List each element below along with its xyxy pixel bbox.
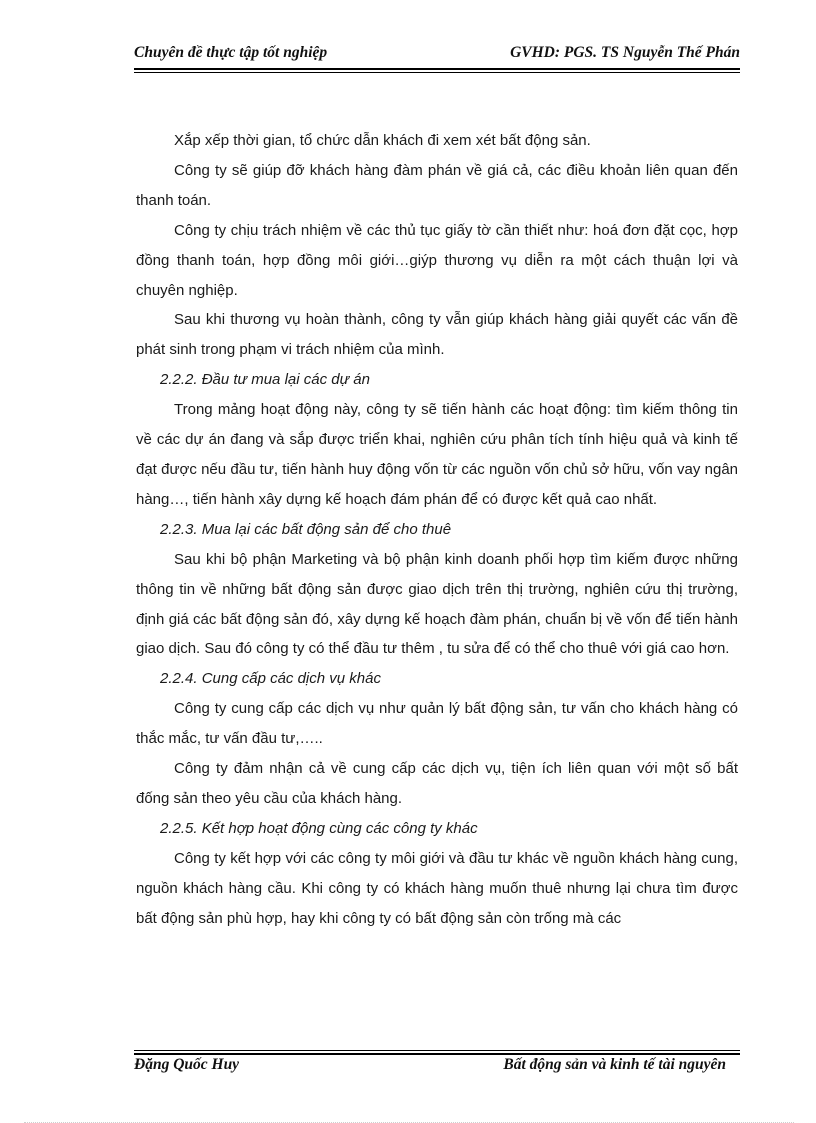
paragraph: Sau khi thương vụ hoàn thành, công ty vẫn giúp khách hàng giải quyết các vấn đề phát sinh trong phạm vi trách nhiệm của mình. [136, 311, 738, 359]
paragraph: Trong mảng hoạt động này, công ty sẽ tiến hành các hoạt động: tìm kiếm thông tin về các dự án đang và sắp được triển khai, nghiên cứu phân tích tính hiệu quả và kinh tế đạt được nếu đầu tư, tiến hành huy động vốn từ các nguồn vốn chủ sở hữu, vốn vay ngân hàng…, tiến hành xây dựng kế hoạch đám phán để có được kết quả cao nhất. [136, 401, 738, 508]
footer-rule [134, 1050, 740, 1055]
section-heading-2-2-3: 2.2.3. Mua lại các bất động sản để cho thuê [160, 520, 452, 538]
paragraph: Sau khi bộ phận Marketing và bộ phận kinh doanh phối hợp tìm kiếm được những thông tin về những bất động sản được giao dịch trên thị trường, nghiên cứu thị trường, định giá các bất động sản đó, xây dựng kế hoạch đàm phán, chuẩn bị về vốn để tiến hành giao dịch. Sau đó công ty có thể đầu tư thêm , tu sửa để có thể cho thuê với giá cao hơn. [136, 550, 738, 658]
paragraph: Công ty cung cấp các dịch vụ như quản lý bất động sản, tư vấn cho khách hàng có thắc mắc, tư vấn đầu tư,….. [136, 700, 738, 748]
paragraph: Công ty đảm nhận cả về cung cấp các dịch vụ, tiện ích liên quan với một số bất đống sản theo yêu cầu của khách hàng. [136, 760, 738, 807]
header-rule [134, 68, 740, 73]
footer-topic: Bất động sản và kinh tế tài nguyên [503, 1056, 726, 1073]
paragraph: Công ty chịu trách nhiệm về các thủ tục giấy tờ cần thiết như: hoá đơn đặt cọc, hợp đồng thanh toán, hợp đồng môi giới…giýp thương vụ diễn ra một cách thuận lợi và chuyên nghiệp. [136, 221, 738, 299]
paragraph: Công ty kết hợp với các công ty môi giới và đầu tư khác về nguồn khách hàng cung, nguồn khách hàng cầu. Khi công ty có khách hàng muốn thuê nhưng lại chưa tìm được bất động sản phù hợp, hay khi công ty có bất động sản còn trống mà các [136, 849, 738, 927]
footer-author: Đặng Quốc Huy [134, 1056, 240, 1073]
header-supervisor: GVHD: PGS. TS Nguyễn Thế Phán [510, 44, 740, 61]
page-header [134, 44, 740, 62]
paragraph: Xắp xếp thời gian, tổ chức dẫn khách đi xem xét bất động sản. [174, 132, 591, 149]
section-heading-2-2-2: 2.2.2. Đầu tư mua lại các dự án [160, 371, 370, 389]
document-body [136, 126, 738, 933]
page-footer [134, 1056, 726, 1074]
paragraph: Công ty sẽ giúp đỡ khách hàng đàm phán về giá cả, các điều khoản liên quan đến thanh toán. [136, 161, 738, 209]
section-heading-2-2-4: 2.2.4. Cung cấp các dịch vụ khác [160, 670, 381, 688]
section-heading-2-2-5: 2.2.5. Kết hợp hoạt động cùng các công ty khác [160, 819, 478, 837]
header-title: Chuyên đề thực tập tốt nghiệp [134, 44, 328, 61]
